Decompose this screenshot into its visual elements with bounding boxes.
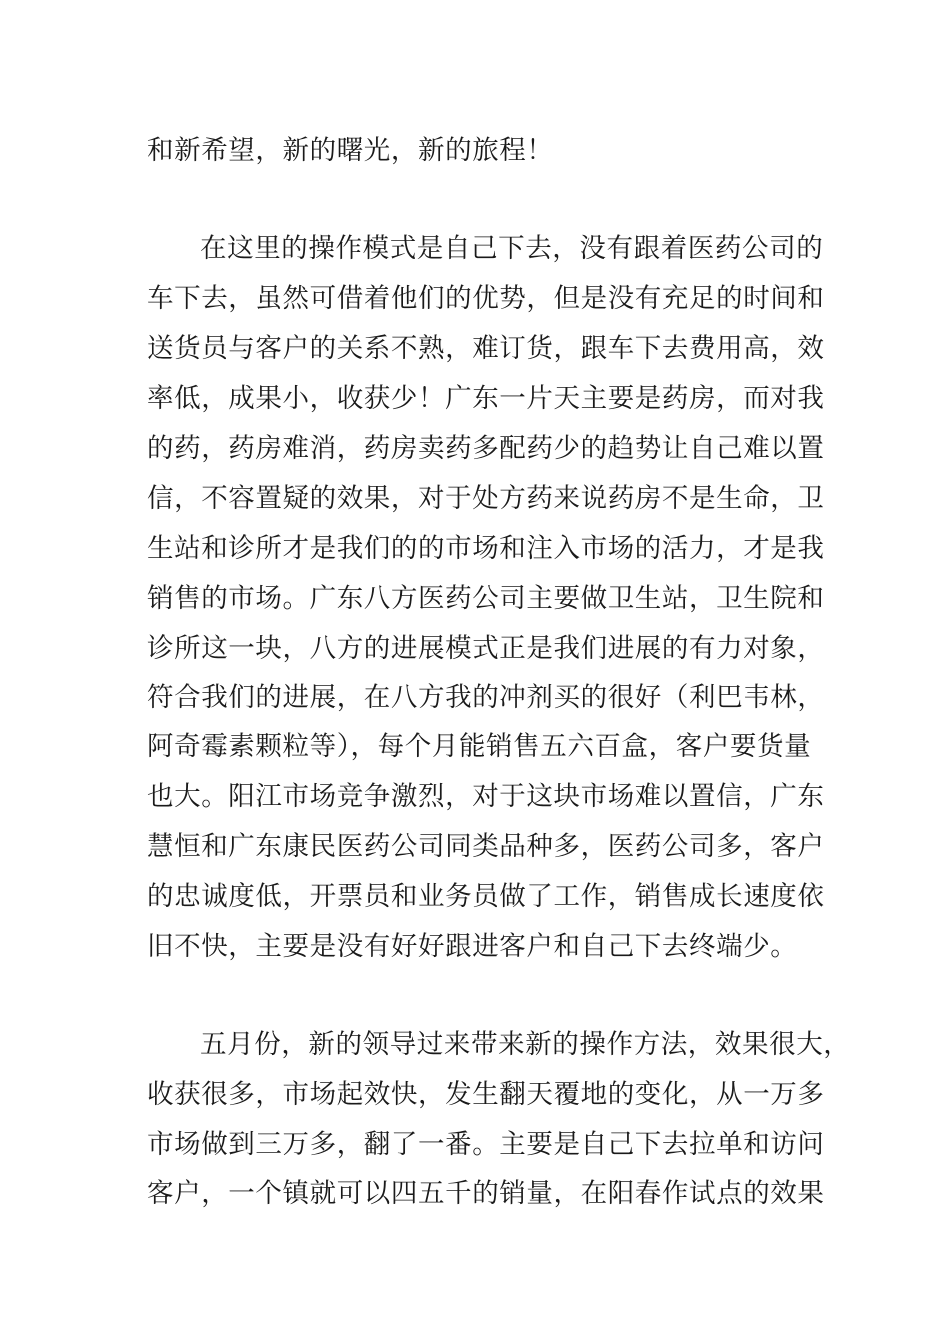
- text-line: 率低，成果小，收获少！广东一片天主要是药房，而对我: [147, 383, 825, 414]
- text-line: 符合我们的进展，在八方我的冲剂买的很好（利巴韦林，: [147, 682, 825, 713]
- text-line: 的药，药房难消，药房卖药多配药少的趋势让自己难以置: [147, 433, 825, 464]
- text-line: 慧恒和广东康民医药公司同类品种多，医药公司多，客户: [147, 831, 825, 862]
- text-line: 客户，一个镇就可以四五千的销量，在阳春作试点的效果: [147, 1178, 825, 1209]
- text-line: 和新希望，新的曙光，新的旅程！: [147, 135, 554, 166]
- text-line: 市场做到三万多，翻了一番。主要是自己下去拉单和访问: [147, 1129, 825, 1160]
- paragraph-first-line: 在这里的操作模式是自己下去，没有跟着医药公司的: [200, 233, 824, 264]
- text-line: 送货员与客户的关系不熟，难订货，跟车下去费用高，效: [147, 333, 825, 364]
- text-line: 信，不容置疑的效果，对于处方药来说药房不是生命，卫: [147, 483, 825, 514]
- text-line: 生站和诊所才是我们的的市场和注入市场的活力，才是我: [147, 533, 825, 564]
- text-line: 诊所这一块，八方的进展模式正是我们进展的有力对象，: [147, 633, 825, 664]
- text-line: 收获很多，市场起效快，发生翻天覆地的变化，从一万多: [147, 1079, 825, 1110]
- text-line: 销售的市场。广东八方医药公司主要做卫生站，卫生院和: [147, 583, 825, 614]
- text-line: 车下去，虽然可借着他们的优势，但是没有充足的时间和: [147, 283, 825, 314]
- text-line: 的忠诚度低，开票员和业务员做了工作，销售成长速度依: [147, 881, 825, 912]
- paragraph-first-line: 五月份，新的领导过来带来新的操作方法，效果很大，: [200, 1029, 851, 1060]
- text-line: 也大。阳江市场竞争激烈，对于这块市场难以置信，广东: [147, 781, 825, 812]
- text-line: 阿奇霉素颗粒等），每个月能销售五六百盒，客户要货量: [147, 731, 812, 762]
- text-line: 旧不快，主要是没有好好跟进客户和自己下去终端少。: [147, 931, 798, 962]
